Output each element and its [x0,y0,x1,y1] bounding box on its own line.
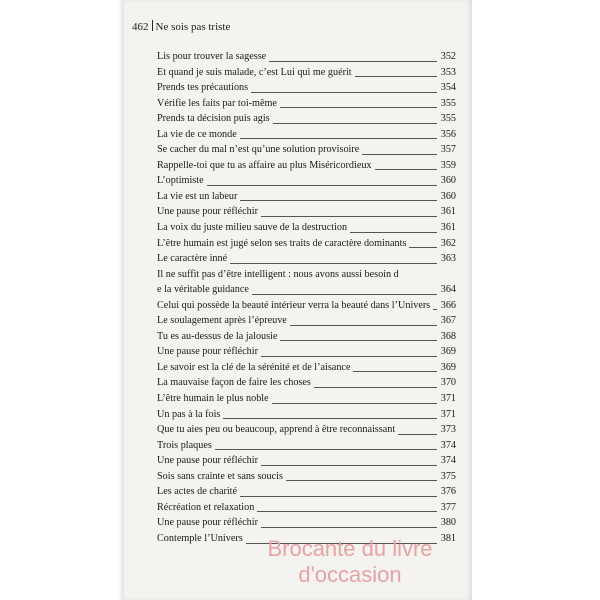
toc-entry-leader [290,325,437,326]
toc-entry [157,329,456,345]
toc-entry-page: 359 [440,159,456,171]
toc-entry [157,422,456,438]
toc-entry-title: Récréation et relaxation [157,501,255,513]
toc-entry [157,500,456,516]
toc-entry [157,313,456,329]
toc-entry-page: 375 [440,470,456,482]
toc-entry-page: 354 [440,82,456,94]
toc-entry-leader [261,356,437,357]
toc-entry-leader [240,496,437,497]
toc-entry-title: Tu es au-dessus de la jalousie [157,330,278,342]
toc-entry-leader [353,371,437,372]
toc-entry [157,96,456,112]
toc-entry-line-1 [157,267,456,283]
table-of-contents [157,49,456,547]
toc-entry [157,469,456,485]
toc-entry-page: 361 [440,206,456,218]
toc-entry-title: Prends tes précautions [157,82,249,94]
toc-entry-title: Une pause pour réfléchir [157,517,258,529]
toc-entry-page: 374 [440,439,456,451]
toc-entry-leader [280,107,437,108]
toc-entry-leader [251,92,437,93]
toc-entry-title: La vie est un labeur [157,190,238,202]
toc-entry [157,142,456,158]
running-header [132,20,230,33]
toc-entry-title: L’être humain le plus noble [157,393,269,405]
toc-entry-page: 368 [440,330,456,342]
toc-entry-title: L’être humain est jugé selon ses traits de caractère dominants [157,237,407,249]
toc-entry-title: La vie de ce monde [157,128,237,140]
toc-entry [157,220,456,236]
toc-entry [157,438,456,454]
book-title: Ne sois pas triste [155,21,231,33]
toc-entry [157,49,456,65]
toc-entry-leader [230,263,437,264]
toc-entry-page: 374 [440,455,456,467]
toc-entry-leader [261,216,437,217]
toc-entry-page: 360 [440,190,456,202]
toc-entry-leader [272,403,437,404]
toc-entry-title: Une pause pour réfléchir [157,206,258,218]
toc-entry-leader [240,200,437,201]
toc-entry-page: 376 [440,486,456,498]
watermark-line-2: d'occasion [298,562,402,587]
toc-entry-title: Et quand je suis malade, c’est Lui qui me guérit [157,66,352,78]
toc-entry-leader [273,123,437,124]
toc-entry-leader [280,340,437,341]
toc-entry-page: 380 [440,517,456,529]
toc-entry-leader [223,418,437,419]
toc-entry-page: 355 [440,97,456,109]
toc-entry-title: Que tu aies peu ou beaucoup, apprend à être reconnaissant [157,424,396,436]
toc-entry-page: 357 [440,144,456,156]
toc-entry-title: Le soulagement après l’épreuve [157,315,287,327]
toc-entry-title-continued: e la véritable guidance [157,284,249,296]
toc-entry-leader [240,138,437,139]
toc-entry-page: 373 [440,424,456,436]
toc-entry [157,484,456,500]
toc-entry [157,407,456,423]
toc-entry-leader [257,511,437,512]
toc-entry-title: Le caractère inné [157,253,228,265]
toc-entry-title: La mauvaise façon de faire les choses [157,377,311,389]
toc-entry-title: Prends ta décision puis agis [157,113,270,125]
toc-entry-leader [269,61,437,62]
toc-entry-page: 370 [440,377,456,389]
toc-entry-page: 362 [440,237,456,249]
toc-entry-title: Un pas à la fois [157,408,221,420]
toc-entry-title: Une pause pour réfléchir [157,346,258,358]
toc-entry-title: Trois plaques [157,439,212,451]
toc-entry-page: 367 [440,315,456,327]
watermark-line-1: Brocante du livre [267,536,433,561]
toc-entry-title: La voix du juste milieu sauve de la destruction [157,222,348,234]
toc-entry-leader [207,185,437,186]
toc-entry-leader [261,465,437,466]
toc-entry-page: 369 [440,346,456,358]
toc-entry [157,375,456,391]
toc-entry-page: 371 [440,408,456,420]
toc-entry-title: Sois sans crainte et sans soucis [157,470,283,482]
toc-entry-page: 356 [440,128,456,140]
toc-entry-page: 366 [440,299,456,311]
toc-entry [157,80,456,96]
toc-entry-page: 355 [440,113,456,125]
toc-entry-title: Il ne suffit pas d’être intelligent : nous avons aussi besoin d [157,268,399,280]
toc-entry-title: L’optimiste [157,175,204,187]
toc-entry [157,204,456,220]
toc-entry-leader [350,232,437,233]
toc-entry [157,158,456,174]
toc-entry-page: 360 [440,175,456,187]
toc-entry-leader [215,449,437,450]
toc-entry-page: 371 [440,393,456,405]
toc-entry-title: Rappelle-toi que tu as affaire au plus Miséricordieux [157,159,372,171]
toc-entry-title: Les actes de charité [157,486,238,498]
toc-entry-leader [355,76,437,77]
toc-entry [157,65,456,81]
toc-entry-title: Contemple l’Univers [157,532,243,544]
toc-entry-leader [261,527,437,528]
toc-entry-leader [375,169,437,170]
toc-entry-title: Vérifie les faits par toi-même [157,97,277,109]
toc-entry-leader [286,480,437,481]
toc-entry [157,515,456,531]
toc-entry-page: 364 [440,284,456,296]
toc-entry [157,391,456,407]
toc-entry-page: 363 [440,253,456,265]
toc-entry-title: Celui qui possède la beauté intérieur verra la beauté dans l’Univers [157,299,431,311]
toc-entry [157,344,456,360]
toc-entry [157,267,456,298]
toc-entry-title: Lis pour trouver la sagesse [157,51,267,62]
toc-entry [157,298,456,314]
header-separator [152,20,153,31]
toc-entry [157,173,456,189]
toc-entry [157,236,456,252]
toc-entry-page: 369 [440,361,456,373]
toc-entry-page: 352 [440,51,456,62]
watermark [265,536,435,588]
toc-entry-leader [362,154,437,155]
toc-entry [157,360,456,376]
toc-entry-page: 377 [440,501,456,513]
toc-entry-page: 361 [440,222,456,234]
toc-entry-leader [398,434,437,435]
toc-entry-page: 353 [440,66,456,78]
toc-entry-leader [314,387,437,388]
toc-entry [157,189,456,205]
toc-entry-leader [409,247,437,248]
page-number: 462 [132,21,149,33]
toc-entry-title: Le savoir est la clé de la sérénité et de l’aisance [157,361,351,373]
toc-entry-title: Se cacher du mal n’est qu’une solution provisoire [157,144,360,156]
toc-entry [157,127,456,143]
toc-entry-leader [433,309,437,310]
toc-entry [157,111,456,127]
toc-entry [157,251,456,267]
toc-entry [157,453,456,469]
toc-entry-line-2 [157,282,456,298]
toc-entry-page: 381 [440,532,456,544]
toc-entry-leader [252,294,437,295]
toc-entry-title: Une pause pour réfléchir [157,455,258,467]
